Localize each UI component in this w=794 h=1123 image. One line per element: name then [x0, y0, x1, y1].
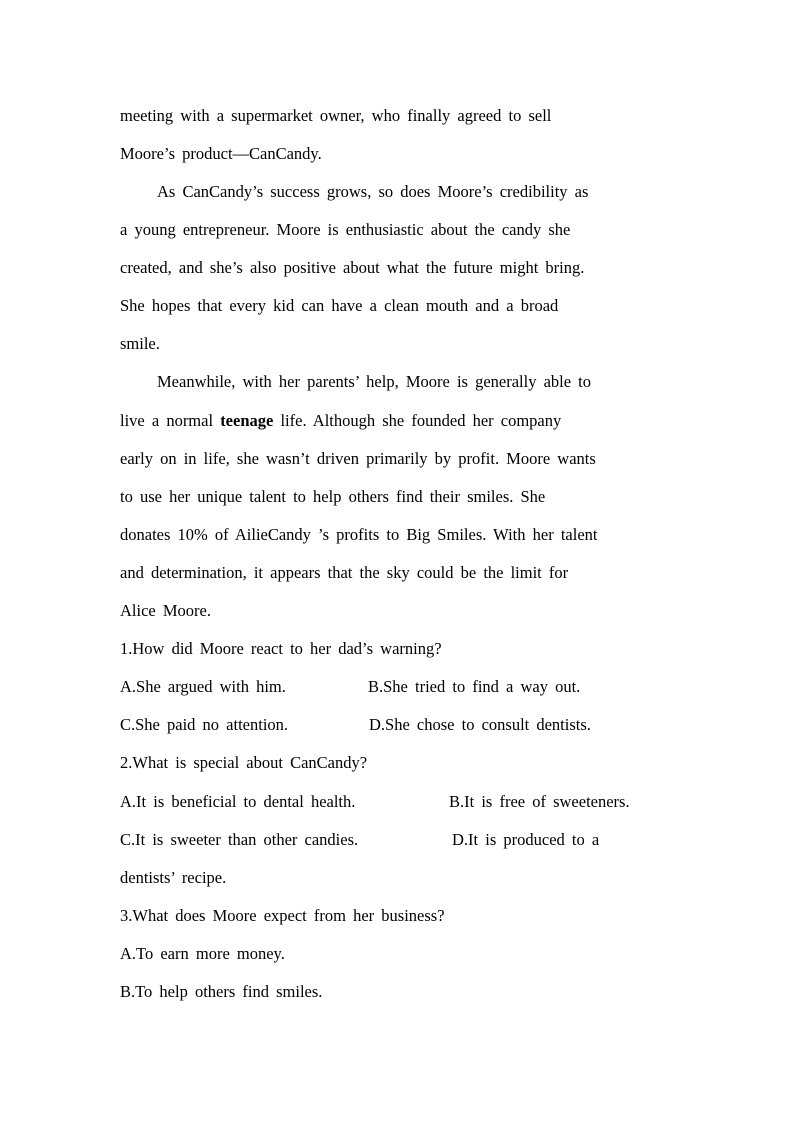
bold-word: teenage — [220, 411, 274, 430]
question-stem: 3.What does Moore expect from her business? — [120, 906, 445, 925]
passage-line: early on in life, she wasn’t driven primarily by profit. Moore wants — [120, 449, 596, 468]
passage-line — [120, 411, 561, 431]
passage-line: smile. — [120, 334, 160, 353]
passage-text: live a normal — [120, 411, 221, 430]
option-d: D.She chose to consult dentists. — [369, 715, 591, 734]
option-d-continued: dentists’ recipe. — [120, 868, 227, 887]
option-a: A.To earn more money. — [120, 944, 285, 963]
passage-line: and determination, it appears that the sky could be the limit for — [120, 563, 569, 582]
option-d: D.It is produced to a — [452, 830, 600, 849]
option-b: B.It is free of sweeteners. — [449, 792, 630, 811]
passage-line: created, and she’s also positive about what the future might bring. — [120, 258, 585, 277]
passage-line: As CanCandy’s success grows, so does Moore’s credibility as — [157, 182, 589, 201]
option-a: A.She argued with him. — [120, 677, 286, 696]
passage-line: meeting with a supermarket owner, who finally agreed to sell — [120, 106, 552, 125]
option-b: B.To help others find smiles. — [120, 982, 323, 1001]
passage-line: Moore’s product—CanCandy. — [120, 144, 322, 163]
passage-line: a young entrepreneur. Moore is enthusiastic about the candy she — [120, 220, 571, 239]
question-stem: 1.How did Moore react to her dad’s warning? — [120, 639, 442, 658]
passage-line: Alice Moore. — [120, 601, 211, 620]
question-stem: 2.What is special about CanCandy? — [120, 753, 368, 772]
passage-line: to use her unique talent to help others find their smiles. She — [120, 487, 546, 506]
option-c: C.She paid no attention. — [120, 715, 289, 734]
option-c: C.It is sweeter than other candies. — [120, 830, 359, 849]
option-a: A.It is beneficial to dental health. — [120, 792, 356, 811]
passage-line: donates 10% of AilieCandy ’s profits to Big Smiles. With her talent — [120, 525, 598, 544]
passage-line: She hopes that every kid can have a clean mouth and a broad — [120, 296, 559, 315]
passage-line: Meanwhile, with her parents’ help, Moore is generally able to — [157, 372, 592, 391]
passage-text: life. Although she founded her company — [273, 411, 562, 430]
option-b: B.She tried to find a way out. — [368, 677, 581, 696]
